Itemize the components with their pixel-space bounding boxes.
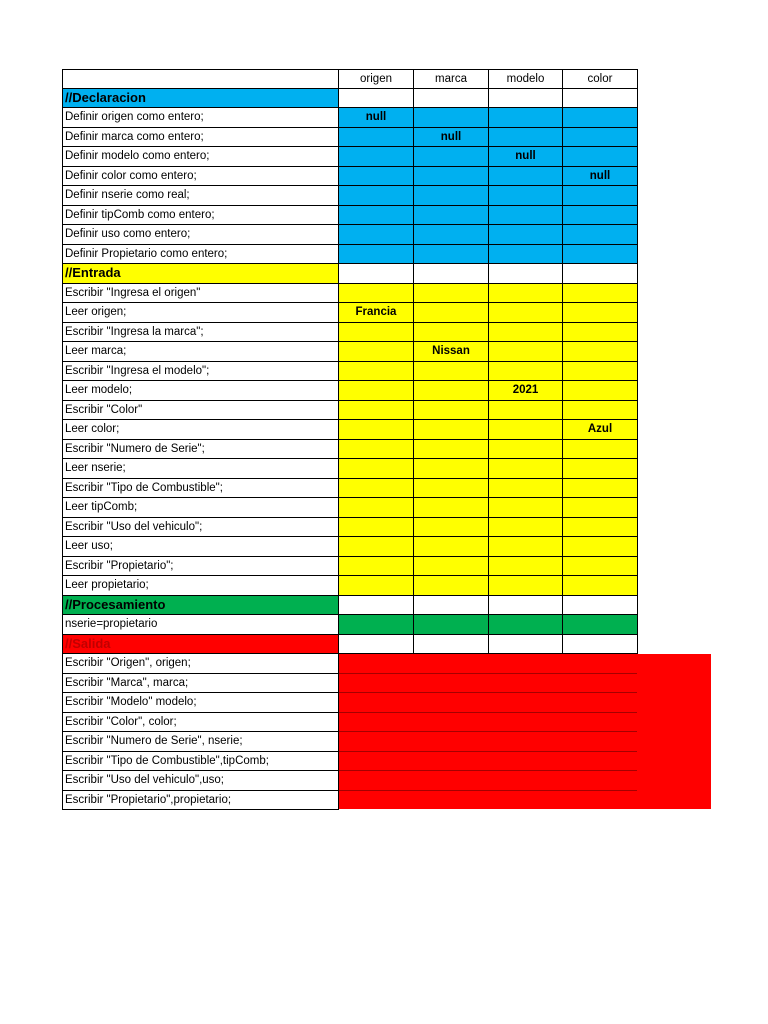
section-blank-cell[interactable] — [563, 264, 638, 284]
value-cell[interactable] — [489, 518, 563, 538]
value-cell[interactable] — [563, 342, 638, 362]
value-cell[interactable] — [489, 167, 563, 187]
row-label[interactable]: Escribir "Modelo" modelo; — [62, 693, 339, 713]
value-cell[interactable] — [414, 401, 489, 421]
header-corner-cell[interactable] — [62, 69, 339, 89]
header-row — [62, 69, 712, 89]
grid-line — [339, 751, 637, 752]
value-cell[interactable] — [563, 284, 638, 304]
row-label[interactable]: Escribir "Ingresa el origen" — [62, 284, 339, 304]
value-cell[interactable]: Francia — [339, 303, 414, 323]
value-cell[interactable]: null — [563, 167, 638, 187]
row-label[interactable]: Escribir "Marca", marca; — [62, 674, 339, 694]
value-cell[interactable] — [489, 459, 563, 479]
section-row — [62, 89, 712, 109]
value-cell[interactable] — [339, 401, 414, 421]
value-cell[interactable]: null — [339, 108, 414, 128]
value-cell[interactable] — [339, 459, 414, 479]
table-row — [62, 381, 712, 401]
row-label[interactable]: Definir tipComb como entero; — [62, 206, 339, 226]
value-cell[interactable] — [339, 323, 414, 343]
value-cell[interactable] — [414, 362, 489, 382]
row-label[interactable]: Leer modelo; — [62, 381, 339, 401]
value-cell[interactable] — [563, 108, 638, 128]
section-title[interactable]: //Salida — [62, 635, 339, 655]
value-cell[interactable] — [563, 479, 638, 499]
value-cell[interactable] — [563, 557, 638, 577]
table-row — [62, 303, 712, 323]
section-blank-cell[interactable] — [489, 264, 563, 284]
row-label[interactable]: Definir modelo como entero; — [62, 147, 339, 167]
row-label[interactable]: Escribir "Numero de Serie", nserie; — [62, 732, 339, 752]
value-cell[interactable] — [339, 479, 414, 499]
value-cell[interactable] — [414, 108, 489, 128]
table-row — [62, 576, 712, 596]
row-label[interactable]: Escribir "Uso del vehiculo",uso; — [62, 771, 339, 791]
row-label[interactable]: nserie=propietario — [62, 615, 339, 635]
value-cell[interactable] — [414, 206, 489, 226]
value-cell[interactable] — [339, 576, 414, 596]
row-label[interactable]: Leer propietario; — [62, 576, 339, 596]
grid-line — [339, 712, 637, 713]
row-label[interactable]: Leer uso; — [62, 537, 339, 557]
value-cell[interactable] — [339, 362, 414, 382]
value-cell[interactable] — [563, 147, 638, 167]
row-label[interactable]: Leer origen; — [62, 303, 339, 323]
section-blank-cell[interactable] — [563, 89, 638, 109]
table-row — [62, 362, 712, 382]
value-cell[interactable] — [414, 479, 489, 499]
value-cell[interactable] — [563, 128, 638, 148]
table-row — [62, 615, 712, 635]
value-cell[interactable] — [563, 401, 638, 421]
header-cell-color[interactable]: color — [563, 69, 638, 89]
row-label[interactable]: Escribir "Color" — [62, 401, 339, 421]
grid-line — [339, 790, 637, 791]
row-label[interactable]: Leer nserie; — [62, 459, 339, 479]
value-cell[interactable] — [339, 557, 414, 577]
section-blank-cell[interactable] — [489, 596, 563, 616]
value-cell[interactable] — [489, 323, 563, 343]
value-cell[interactable] — [339, 147, 414, 167]
table-row — [62, 128, 712, 148]
section-title[interactable]: //Procesamiento — [62, 596, 339, 616]
value-cell[interactable] — [489, 440, 563, 460]
row-label[interactable]: Definir marca como entero; — [62, 128, 339, 148]
table-row — [62, 459, 712, 479]
value-cell[interactable] — [563, 518, 638, 538]
value-cell[interactable] — [489, 615, 563, 635]
value-cell[interactable] — [339, 186, 414, 206]
value-cell[interactable] — [489, 186, 563, 206]
value-cell[interactable] — [563, 576, 638, 596]
table-row — [62, 167, 712, 187]
row-label[interactable]: Escribir "Propietario",propietario; — [62, 791, 339, 811]
value-cell[interactable] — [489, 245, 563, 265]
row-label[interactable]: Definir origen como entero; — [62, 108, 339, 128]
value-cell[interactable] — [339, 440, 414, 460]
table-row — [62, 323, 712, 343]
value-cell[interactable] — [489, 108, 563, 128]
value-cell[interactable] — [563, 498, 638, 518]
row-label[interactable]: Definir Propietario como entero; — [62, 245, 339, 265]
value-cell[interactable] — [339, 381, 414, 401]
value-cell[interactable] — [339, 498, 414, 518]
value-cell[interactable] — [563, 615, 638, 635]
value-cell[interactable] — [339, 225, 414, 245]
header-cell-modelo[interactable]: modelo — [489, 69, 563, 89]
section-row — [62, 635, 712, 655]
section-title[interactable]: //Entrada — [62, 264, 339, 284]
row-label[interactable]: Escribir "Numero de Serie"; — [62, 440, 339, 460]
grid-line — [339, 692, 637, 693]
table-row — [62, 206, 712, 226]
row-label[interactable]: Leer tipComb; — [62, 498, 339, 518]
value-cell[interactable]: null — [414, 128, 489, 148]
table-row — [62, 401, 712, 421]
value-cell[interactable] — [339, 284, 414, 304]
table-row — [62, 342, 712, 362]
value-cell[interactable] — [563, 323, 638, 343]
value-cell[interactable] — [414, 576, 489, 596]
value-cell[interactable] — [339, 342, 414, 362]
table-row — [62, 420, 712, 440]
row-label[interactable]: Escribir "Tipo de Combustible"; — [62, 479, 339, 499]
value-cell[interactable] — [489, 362, 563, 382]
value-cell[interactable] — [489, 557, 563, 577]
section-blank-cell[interactable] — [339, 596, 414, 616]
value-cell[interactable] — [414, 303, 489, 323]
value-cell[interactable] — [414, 537, 489, 557]
value-cell[interactable] — [414, 557, 489, 577]
value-cell[interactable] — [489, 303, 563, 323]
value-cell[interactable] — [339, 615, 414, 635]
value-cell[interactable]: Azul — [563, 420, 638, 440]
section-blank-cell[interactable] — [414, 596, 489, 616]
row-label[interactable]: Definir color como entero; — [62, 167, 339, 187]
section-blank-cell[interactable] — [339, 635, 414, 655]
table-row — [62, 284, 712, 304]
grid-line — [339, 673, 637, 674]
section-blank-cell[interactable] — [414, 89, 489, 109]
grid-line — [339, 731, 637, 732]
value-cell[interactable] — [489, 498, 563, 518]
table-row — [62, 557, 712, 577]
value-cell[interactable] — [339, 537, 414, 557]
value-cell[interactable] — [489, 537, 563, 557]
section-blank-cell[interactable] — [339, 89, 414, 109]
value-cell[interactable] — [563, 537, 638, 557]
section-blank-cell[interactable] — [563, 635, 638, 655]
value-cell[interactable] — [489, 284, 563, 304]
row-label[interactable]: Definir uso como entero; — [62, 225, 339, 245]
row-label[interactable]: Escribir "Tipo de Combustible",tipComb; — [62, 752, 339, 772]
value-cell[interactable] — [563, 440, 638, 460]
section-title[interactable]: //Declaracion — [62, 89, 339, 109]
section-blank-cell[interactable] — [414, 635, 489, 655]
value-cell[interactable] — [563, 459, 638, 479]
row-label[interactable]: Escribir "Color", color; — [62, 713, 339, 733]
table-row — [62, 245, 712, 265]
value-cell[interactable] — [489, 576, 563, 596]
grid-line — [339, 770, 637, 771]
table-row — [62, 225, 712, 245]
value-cell[interactable] — [339, 518, 414, 538]
value-cell[interactable] — [414, 518, 489, 538]
value-cell[interactable] — [414, 420, 489, 440]
spreadsheet — [62, 69, 712, 810]
section-blank-cell[interactable] — [563, 596, 638, 616]
value-cell[interactable] — [339, 128, 414, 148]
row-label[interactable]: Escribir "Ingresa la marca"; — [62, 323, 339, 343]
row-label[interactable]: Escribir "Uso del vehiculo"; — [62, 518, 339, 538]
value-cell[interactable] — [489, 225, 563, 245]
header-cell-origen[interactable]: origen — [339, 69, 414, 89]
value-cell[interactable] — [414, 225, 489, 245]
table-row — [62, 440, 712, 460]
table-row — [62, 518, 712, 538]
value-cell[interactable] — [339, 206, 414, 226]
value-cell[interactable] — [563, 225, 638, 245]
value-cell[interactable] — [489, 420, 563, 440]
row-label[interactable]: Escribir "Propietario"; — [62, 557, 339, 577]
value-cell[interactable] — [414, 147, 489, 167]
value-cell[interactable] — [414, 167, 489, 187]
value-cell[interactable] — [339, 245, 414, 265]
value-cell[interactable] — [563, 303, 638, 323]
value-cell[interactable] — [414, 245, 489, 265]
value-cell[interactable] — [339, 420, 414, 440]
value-cell[interactable] — [563, 206, 638, 226]
section-blank-cell[interactable] — [489, 635, 563, 655]
section-row — [62, 596, 712, 616]
value-cell[interactable] — [563, 186, 638, 206]
value-cell[interactable] — [339, 167, 414, 187]
section-blank-cell[interactable] — [414, 264, 489, 284]
row-label[interactable]: Definir nserie como real; — [62, 186, 339, 206]
value-cell[interactable] — [414, 498, 489, 518]
value-cell[interactable] — [414, 615, 489, 635]
row-label[interactable]: Leer color; — [62, 420, 339, 440]
value-cell[interactable] — [489, 479, 563, 499]
table-row — [62, 498, 712, 518]
row-label[interactable]: Leer marca; — [62, 342, 339, 362]
value-cell[interactable] — [563, 245, 638, 265]
value-cell[interactable] — [414, 381, 489, 401]
value-cell[interactable]: null — [489, 147, 563, 167]
table-row — [62, 186, 712, 206]
table-row — [62, 479, 712, 499]
table-row — [62, 537, 712, 557]
value-cell[interactable] — [489, 206, 563, 226]
section-row — [62, 264, 712, 284]
section-blank-cell[interactable] — [339, 264, 414, 284]
header-cell-marca[interactable]: marca — [414, 69, 489, 89]
value-cell[interactable] — [489, 128, 563, 148]
value-cell[interactable]: Nissan — [414, 342, 489, 362]
salida-output-block — [339, 654, 711, 809]
value-cell[interactable] — [489, 342, 563, 362]
value-cell[interactable]: 2021 — [489, 381, 563, 401]
value-cell[interactable] — [563, 381, 638, 401]
value-cell[interactable] — [414, 284, 489, 304]
value-cell[interactable] — [414, 186, 489, 206]
value-cell[interactable] — [489, 401, 563, 421]
value-cell[interactable] — [563, 362, 638, 382]
row-label[interactable]: Escribir "Ingresa el modelo"; — [62, 362, 339, 382]
value-cell[interactable] — [414, 459, 489, 479]
value-cell[interactable] — [414, 440, 489, 460]
table-row — [62, 147, 712, 167]
row-label[interactable]: Escribir "Origen", origen; — [62, 654, 339, 674]
value-cell[interactable] — [414, 323, 489, 343]
table-row — [62, 108, 712, 128]
section-blank-cell[interactable] — [489, 89, 563, 109]
